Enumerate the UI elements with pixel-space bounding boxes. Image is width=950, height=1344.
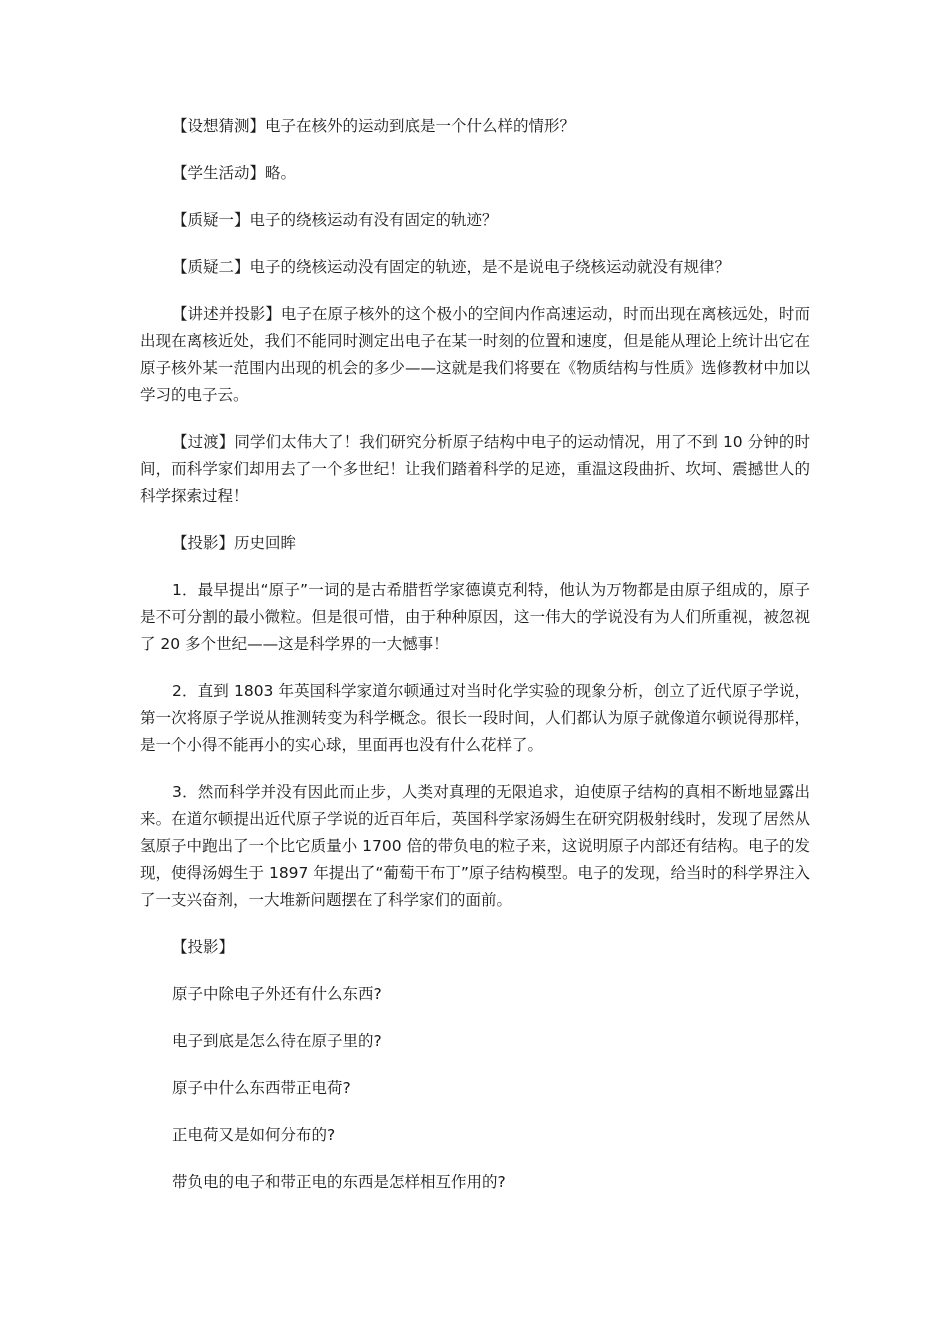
paragraph-history-1: 1．最早提出“原子”一词的是古希腊哲学家德谟克利特，他认为万物都是由原子组成的，原子是不可分割的最小微粒。但是很可惜，由于种种原因，这一伟大的学说没有为人们所重视，被忽视了 20 多个世纪——这是科学界的一大憾事！	[140, 581, 810, 653]
question-item: 带负电的电子和带正电的东西是怎样相互作用的?	[172, 1173, 506, 1191]
paragraph-projection-heading: 【投影】	[172, 938, 235, 956]
paragraph-history-heading: 【投影】历史回眸	[172, 534, 297, 552]
question-item: 原子中什么东西带正电荷?	[172, 1079, 351, 1097]
paragraph-student-activity: 【学生活动】略。	[172, 164, 297, 182]
paragraph-lecture-projection: 【讲述并投影】电子在原子核外的这个极小的空间内作高速运动，时而出现在离核远处，时而出现在离核近处，我们不能同时测定出电子在某一时刻的位置和速度，但是能从理论上统计出它在原子核外某一范围内出现的机会的多少——这就是我们将要在《物质结构与性质》选修教材中加以学习的电子云。	[140, 305, 810, 404]
paragraph-question-two: 【质疑二】电子的绕核运动没有固定的轨迹，是不是说电子绕核运动就没有规律？	[172, 258, 731, 276]
question-item: 电子到底是怎么待在原子里的?	[172, 1032, 382, 1050]
question-item: 正电荷又是如何分布的?	[172, 1126, 336, 1144]
paragraph-hypothesis: 【设想猜测】电子在核外的运动到底是一个什么样的情形？	[172, 117, 576, 135]
question-item: 原子中除电子外还有什么东西?	[172, 985, 382, 1003]
paragraph-question-one: 【质疑一】电子的绕核运动有没有固定的轨迹？	[172, 211, 498, 229]
document-body	[140, 113, 810, 1216]
paragraph-history-3: 3．然而科学并没有因此而止步，人类对真理的无限追求，迫使原子结构的真相不断地显露出来。在道尔顿提出近代原子学说的近百年后，英国科学家汤姆生在研究阴极射线时，发现了居然从氢原子中跑出了一个比它质量小 1700 倍的带负电的粒子来，这说明原子内部还有结构。电子的发现，使得汤姆生于 1897 年提出了“葡萄干布丁”原子结构模型。电子的发现，给当时的科学界注入了一支兴奋剂，一大堆新问题摆在了科学家们的面前。	[140, 783, 810, 909]
paragraph-history-2: 2．直到 1803 年英国科学家道尔顿通过对当时化学实验的现象分析，创立了近代原子学说，第一次将原子学说从推测转变为科学概念。很长一段时间，人们都认为原子就像道尔顿说得那样，是一个小得不能再小的实心球，里面再也没有什么花样了。	[140, 682, 810, 754]
paragraph-transition: 【过渡】同学们太伟大了！我们研究分析原子结构中电子的运动情况，用了不到 10 分钟的时间，而科学家们却用去了一个多世纪！让我们踏着科学的足迹，重温这段曲折、坎坷、震撼世人的科学探索过程！	[140, 433, 810, 505]
